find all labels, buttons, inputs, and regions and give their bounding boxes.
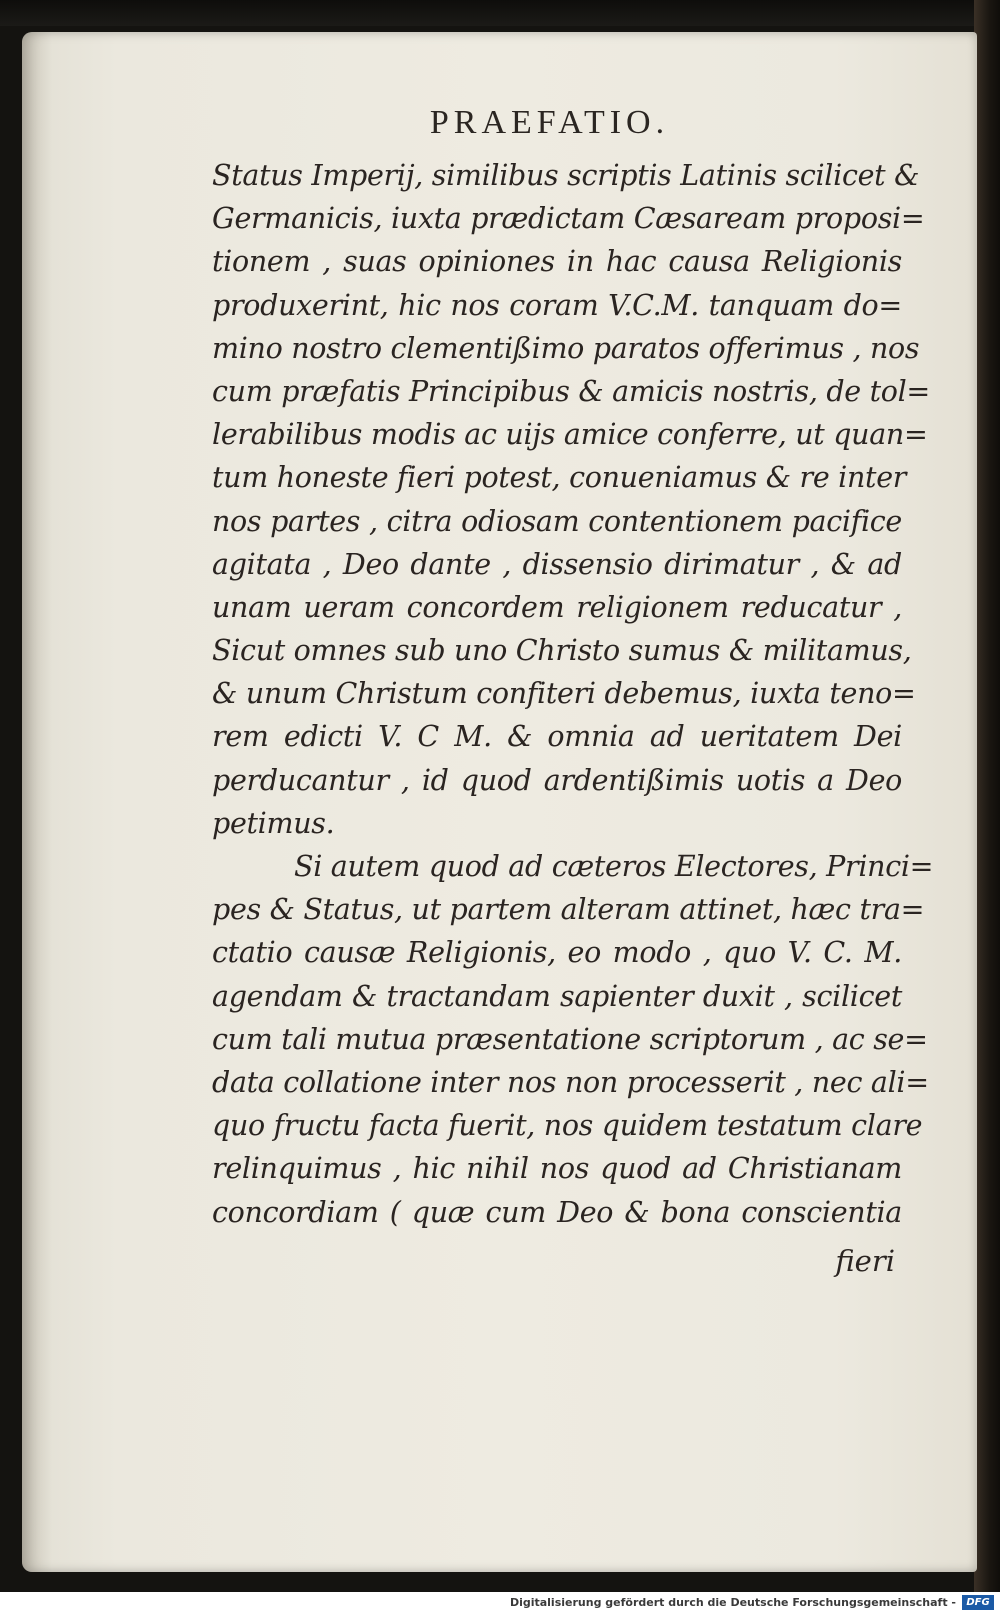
text-line: rem edicti V. C M. & omnia ad ueritatem Dei <box>212 720 902 754</box>
scan-right-border <box>974 0 1000 1592</box>
text-line: perducantur , id quod ardentißimis uotis a Deo <box>212 763 902 797</box>
text-line: concordiam ( quæ cum Deo & bona conscientia <box>212 1195 902 1229</box>
body-text <box>212 154 934 1234</box>
scan-top-border <box>0 0 1000 26</box>
text-line: lerabilibus modis ac uijs amice conferre, ut quan= <box>212 418 928 452</box>
text-line: Si autem quod ad cæteros Electores, Princi= <box>294 850 934 883</box>
text-line: Germanicis, iuxta prædictam Cæsaream proposi= <box>212 202 925 236</box>
book-page <box>22 32 977 1572</box>
text-line: unam ueram concordem religionem reducatur , <box>212 590 902 624</box>
text-line: tum honeste fieri potest, conueniamus & re inter <box>212 461 907 495</box>
text-line: Status Imperij, similibus scriptis Latinis scilicet & <box>212 159 920 192</box>
text-line: cum tali mutua præsentatione scriptorum , ac se= <box>212 1022 928 1056</box>
text-line: Sicut omnes sub uno Christo sumus & militamus, <box>212 634 912 668</box>
text-line: cum præfatis Principibus & amicis nostris, de tol= <box>212 374 931 408</box>
text-line: pes & Status, ut partem alteram attinet, hæc tra= <box>212 893 925 927</box>
text-line: & unum Christum confiteri debemus, iuxta teno= <box>212 677 916 711</box>
text-line: quo fructu facta fuerit, nos quidem testatum clare <box>212 1109 923 1143</box>
text-line: tionem , suas opiniones in hac causa Religionis <box>212 245 902 279</box>
text-line: petimus. <box>212 806 335 840</box>
funding-credit: Digitalisierung gefördert durch die Deutsche Forschungsgemeinschaft - <box>509 1596 956 1609</box>
catchword: fieri <box>835 1244 895 1278</box>
page-gutter-shadow <box>22 32 52 1572</box>
running-head: PRAEFATIO. <box>429 104 670 141</box>
text-line: mino nostro clementißimo paratos offerimus , nos <box>212 331 920 365</box>
text-line: data collatione inter nos non processerit , nec ali= <box>212 1065 929 1099</box>
text-line: agendam & tractandam sapienter duxit , scilicet <box>212 979 902 1013</box>
text-line: nos partes , citra odiosam contentionem pacifice <box>212 504 902 538</box>
text-line: relinquimus , hic nihil nos quod ad Christianam <box>212 1152 902 1186</box>
text-line: produxerint, hic nos coram V.C.M. tanquam do= <box>212 288 902 322</box>
dfg-logo: DFG <box>962 1595 994 1610</box>
text-line: ctatio causæ Religionis, eo modo , quo V. C. M. <box>212 936 902 970</box>
footer-bar <box>0 1592 1000 1615</box>
text-line: agitata , Deo dante , dissensio dirimatur , & ad <box>212 547 902 581</box>
